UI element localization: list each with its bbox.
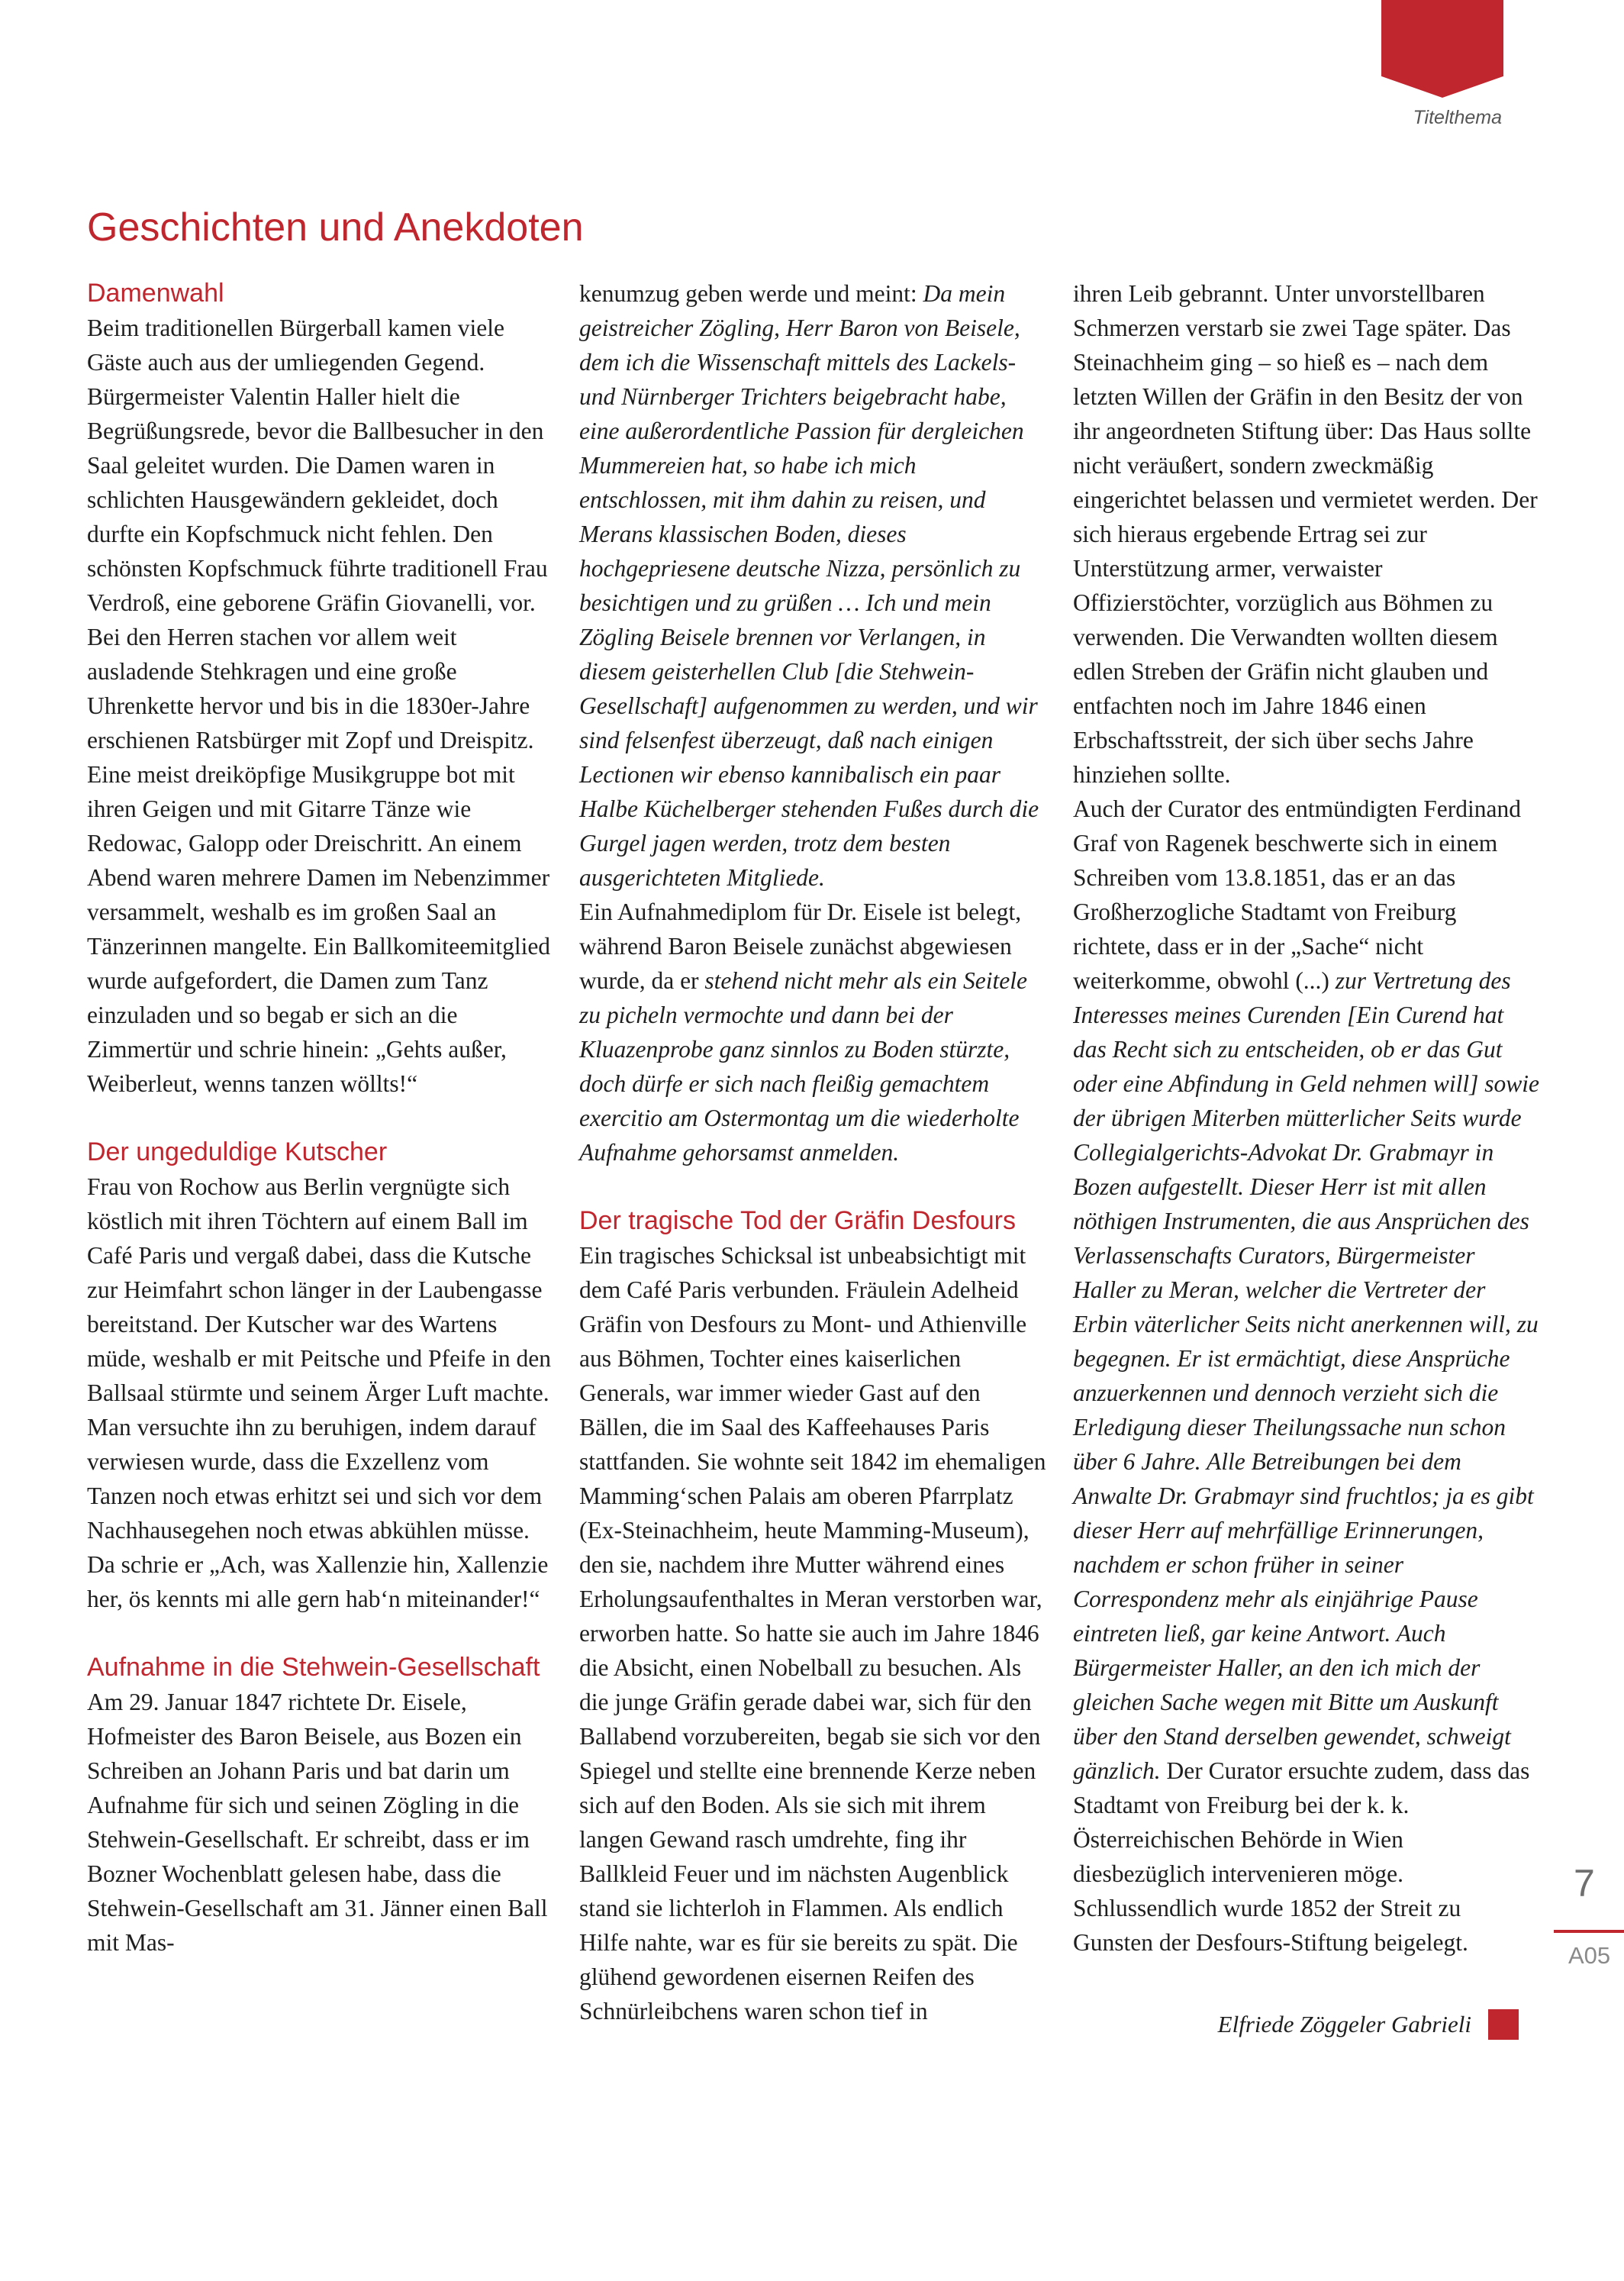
page-number-divider [1554,1930,1624,1933]
paragraph: Ein tragisches Schicksal ist unbeabsichtigt mit dem Café Paris verbunden. Fräulein Adelheid Gräfin von Desfours zu Mont- und Athienville aus Böhmen, Tochter eines kaiserlichen Generals, war immer wieder Gast auf den Bällen, die im Saal des Kaffeehauses Paris stattfanden. Sie wohnte seit 1842 im ehemaligen Mamming‘schen Palais am oberen Pfarrplatz (Ex-Steinachheim, heute Mamming-Museum), den sie, nachdem ihre Mutter während eines Erholungsaufenthaltes in Meran verstorben war, erworben hatte. So hatte sie auch im Jahre 1846 die Absicht, einen Nobelball zu besuchen. Als die junge Gräfin gerade dabei war, sich für den Ballabend vorzubereiten, begab sie sich vor den Spiegel und stellte eine brennende Kerze neben sich auf den Boden. Als sie sich mit ihrem langen Gewand rasch umdrehte, fing ihr Ballkleid Feuer und im nächsten Augenblick stand sie lichterloh in Flammen. Als endlich Hilfe nahte, war es für sie bereits zu spät. Die glühend gewordenen eisernen Reifen des Schnürleibchens waren schon tief in [579,1242,1046,2025]
paragraph [579,276,1046,895]
column-3 [1073,276,1540,1960]
paragraph-text: Ein Aufnahmediplom für Dr. Eisele ist belegt, während Baron Beisele zunächst abgewiesen wurde, da er [579,899,1022,994]
author-name: Elfriede Zöggeler Gabrieli [1217,2011,1471,2037]
paragraph [579,895,1046,1170]
paragraph-text: kenumzug geben werde und meint: [579,280,923,307]
paragraph: Frau von Rochow aus Berlin vergnügte sich köstlich mit ihren Töchtern auf einem Ball im Café Paris und vergaß dabei, dass die Kutsche zur Heimfahrt schon länger in der Laubengasse bereitstand. Der Kutscher war des Wartens müde, weshalb er mit Peitsche und Pfeife in den Ballsaal stürmte und seinem Ärger Luft machte. Man versuchte ihn zu beruhigen, indem darauf verwiesen wurde, dass die Exzellenz vom Tanzen noch etwas erhitzt sei und sich vor dem Nachhausegehen noch etwas abkühlen müsse. Da schrie er „Ach, was Xallenzie hin, Xallenzie her, ös kennts mi alle gern hab‘n miteinander!“ [87,1173,551,1612]
heading-stehwein: Aufnahme in die Stehwein-Gesellschaft [87,1653,540,1682]
author-byline [1218,2009,1519,2040]
paragraph-text: Der Curator ersuchte zudem, dass das Stadtamt von Freiburg bei der k. k. Österreichischen Behörde in Wien diesbezüglich intervenieren möge. Schlussendlich wurde 1852 der Streit zu Gunsten der Desfours-Stiftung beigelegt. [1073,1757,1530,1956]
column-1 [87,276,554,1960]
end-mark-square [1488,2009,1519,2040]
page-code: A05 [1568,1942,1611,1969]
italic-quote: stehend nicht mehr als ein Seitele zu picheln vermochte und dann bei der Kluazenprobe ganz sinnlos zu Boden stürzte, doch dürfe er sich nach fleißig gemachtem exercitio am Ostermontag um die wiederholte Aufnahme gehorsamst anmelden. [579,967,1027,1166]
italic-quote: Da mein geistreicher Zögling, Herr Baron von Beisele, dem ich die Wissenschaft mittels des Lackels- und Nürnberger Trichters beigebracht habe, eine außerordentliche Passion für dergleichen Mummereien hat, so habe ich mich entschlossen, mit ihm dahin zu reisen, und Merans klassischen Boden, dieses hochgepriesene deutsche Nizza, persönlich zu besichtigen und zu grüßen … Ich und mein Zögling Beisele brennen vor Verlangen, in diesem geisterhellen Club [die Stehwein-Gesellschaft] aufgenommen zu werden, und wir sind felsenfest überzeugt, daß nach einigen Lectionen wir ebenso kannibalisch ein paar Halbe Küchelberger stehenden Fußes durch die Gurgel jagen werden, trotz dem besten ausgerichteten Mitgliede. [579,280,1039,891]
paragraph-text: Auch der Curator des entmündigten Ferdinand Graf von Ragenek beschwerte sich in einem Schreiben vom 13.8.1851, das er an das Großherzogliche Stadtamt von Freiburg richtete, dass er in der „Sache“ nicht weiterkomme, obwohl (...) [1073,795,1521,994]
paragraph: Beim traditionellen Bürgerball kamen viele Gäste auch aus der umliegenden Gegend. Bürgermeister Valentin Haller hielt die Begrüßungsrede, bevor die Ballbesucher in den Saal geleitet wurden. Die Damen waren in schlichten Hausgewändern gekleidet, doch durfte ein Kopfschmuck nicht fehlen. Den schönsten Kopfschmuck führte traditionell Frau Verdroß, eine geborene Gräfin Giovanelli, vor. [87,315,548,616]
paragraph [1073,792,1540,1960]
column-2 [579,276,1046,2028]
section-tab-marker [1381,0,1503,98]
paragraph: Bei den Herren stachen vor allem weit ausladende Stehkragen und eine große Uhrenkette hervor und bis in die 1830er-Jahre erschienen Ratsbürger mit Zopf und Dreispitz. Eine meist dreiköpfige Musikgruppe bot mit ihren Geigen und mit Gitarre Tänze wie Redowac, Galopp oder Dreischritt. An einem Abend waren mehrere Damen im Nebenzimmer versammelt, weshalb es im großen Saal an Tänzerinnen mangelte. Ein Ballkomiteemitglied wurde aufgefordert, die Damen zum Tanz einzuladen und so begab er sich an die Zimmertür und schrie hinein: „Gehts außer, Weiberleut, wenns tanzen wöllts!“ [87,624,551,1097]
heading-desfours: Der tragische Tod der Gräfin Desfours [579,1206,1016,1235]
heading-damenwahl: Damenwahl [87,279,224,308]
paragraph: Am 29. Januar 1847 richtete Dr. Eisele, Hofmeister des Baron Beisele, aus Bozen ein Schreiben an Johann Paris und bat darin um Aufnahme für sich und seinen Zögling in die Stehwein-Gesellschaft. Er schreibt, dass er im Bozner Wochenblatt gelesen habe, dass die Stehwein-Gesellschaft am 31. Jänner einen Ball mit Mas- [87,1689,548,1956]
page-number: 7 [1574,1862,1595,1905]
heading-kutscher: Der ungeduldige Kutscher [87,1137,388,1166]
page-title: Geschichten und Anekdoten [87,205,584,250]
section-label: Titelthema [1413,107,1502,128]
italic-quote: zur Vertretung des Interesses meines Curenden [Ein Curend hat das Recht sich zu entscheiden, ob er das Gut oder eine Abfindung in Geld nehmen will] sowie der übrigen Miterben mütterlicher Seits wurde Collegialgerichts-Advokat Dr. Grabmayr in Bozen aufgestellt. Dieser Herr ist mit allen nöthigen Instrumenten, die aus Ansprüchen des Verlassenschafts Curators, Bürgermeister Haller zu Meran, welcher die Vertreter der Erbin väterlicher Seits nicht anerkennen will, zu begegnen. Er ist ermächtigt, diese Ansprüche anzuerkennen und dennoch verzieht sich die Erledigung dieser Theilungssache nun schon über 6 Jahre. Alle Betreibungen bei dem Anwalte Dr. Grabmayr sind fruchtlos; ja es gibt dieser Herr auf mehrfällige Erinnerungen, nachdem er schon früher in seiner Correspondenz mehr als einjährige Pause eintreten ließ, gar keine Antwort. Auch Bürgermeister Haller, an den ich mich der gleichen Sache wegen mit Bitte um Auskunft über den Stand derselben gewendet, schweigt gänzlich. [1073,967,1539,1784]
paragraph: ihren Leib gebrannt. Unter unvorstellbaren Schmerzen verstarb sie zwei Tage später. Das Steinachheim ging – so hieß es – nach dem letzten Willen der Gräfin in den Besitz der von ihr angeordneten Stiftung über: Das Haus sollte nicht veräußert, sondern zweckmäßig eingerichtet belassen und vermietet werden. Der sich hieraus ergebende Ertrag sei zur Unterstützung armer, verwaister Offizierstöchter, vorzüglich aus Böhmen zu verwenden. Die Verwandten wollten diesem edlen Streben der Gräfin nicht glauben und entfachten noch im Jahre 1846 einen Erbschaftsstreit, der sich über sechs Jahre hinziehen sollte. [1073,280,1538,788]
